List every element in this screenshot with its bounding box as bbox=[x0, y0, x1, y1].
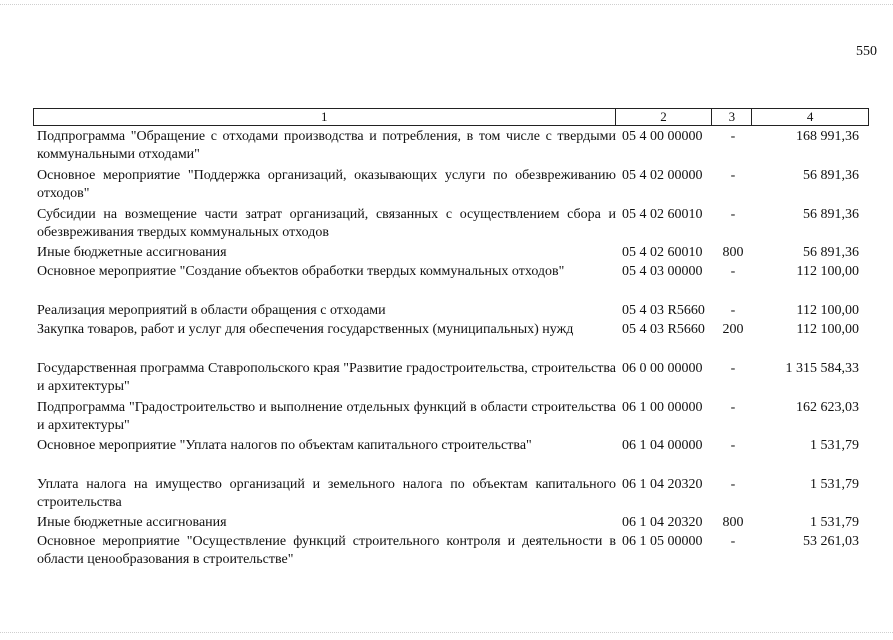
row-sum: 112 100,00 bbox=[796, 322, 859, 337]
row-name: Основное мероприятие "Осуществление функций строительного контроля и деятельности в области ценообразования в строительстве" bbox=[37, 534, 616, 567]
row-code: 05 4 03 R5660 bbox=[622, 303, 705, 318]
table-row bbox=[33, 263, 869, 281]
row-sum: 56 891,36 bbox=[803, 245, 859, 260]
header-col-2: 2 bbox=[616, 109, 713, 125]
row-code: 05 4 03 00000 bbox=[622, 264, 703, 279]
row-name: Закупка товаров, работ и услуг для обеспечения государственных (муниципальных) нужд bbox=[37, 322, 574, 337]
scan-edge-bottom bbox=[0, 632, 893, 633]
row-code: 06 1 05 00000 bbox=[622, 534, 703, 549]
row-code: 06 1 04 20320 bbox=[622, 477, 703, 492]
row-sum: 1 531,79 bbox=[810, 438, 859, 453]
row-sum: 1 315 584,33 bbox=[785, 361, 859, 376]
row-code: 05 4 00 00000 bbox=[622, 129, 703, 144]
table-row bbox=[33, 514, 869, 532]
row-code: 06 1 04 20320 bbox=[622, 515, 703, 530]
row-type: - bbox=[730, 534, 736, 549]
row-sum: 56 891,36 bbox=[803, 168, 859, 183]
row-sum: 162 623,03 bbox=[796, 400, 859, 415]
row-type: - bbox=[730, 477, 736, 492]
row-type: - bbox=[730, 361, 736, 376]
scan-edge-top bbox=[0, 4, 893, 5]
row-name: Иные бюджетные ассигнования bbox=[37, 245, 227, 260]
row-sum: 1 531,79 bbox=[810, 477, 859, 492]
row-type: 200 bbox=[722, 322, 744, 337]
table-row bbox=[33, 533, 869, 569]
row-name: Основное мероприятие "Поддержка организаций, оказывающих услуги по обезвреживанию отходов" bbox=[37, 168, 616, 201]
row-name: Реализация мероприятий в области обращения с отходами bbox=[37, 303, 386, 318]
row-type: - bbox=[730, 438, 736, 453]
row-sum: 56 891,36 bbox=[803, 207, 859, 222]
row-sum: 112 100,00 bbox=[796, 303, 859, 318]
row-sum: 112 100,00 bbox=[796, 264, 859, 279]
table-row bbox=[33, 437, 869, 455]
row-sum: 1 531,79 bbox=[810, 515, 859, 530]
row-type: - bbox=[730, 303, 736, 318]
row-code: 06 1 04 00000 bbox=[622, 438, 703, 453]
page-number: 550 bbox=[856, 44, 877, 59]
row-code: 06 1 00 00000 bbox=[622, 400, 703, 415]
table-row bbox=[33, 167, 869, 203]
row-name: Субсидии на возмещение части затрат организаций, связанных с осуществлением сбора и обезвреживания твердых коммунальных отходов bbox=[37, 207, 616, 240]
row-code: 05 4 02 60010 bbox=[622, 245, 703, 260]
row-name: Подпрограмма "Градостроительство и выполнение отдельных функций в области строительства и архитектуры" bbox=[37, 400, 616, 433]
row-type: 800 bbox=[722, 515, 744, 530]
table-row bbox=[33, 476, 869, 512]
row-type: - bbox=[730, 129, 736, 144]
table-row bbox=[33, 128, 869, 164]
row-name: Подпрограмма "Обращение с отходами производства и потребления, в том числе с твердыми коммунальными отходами" bbox=[37, 129, 616, 162]
row-code: 05 4 03 R5660 bbox=[622, 322, 705, 337]
row-name: Основное мероприятие "Уплата налогов по объектам капитального строительства" bbox=[37, 438, 532, 453]
row-name: Иные бюджетные ассигнования bbox=[37, 515, 227, 530]
header-col-3: 3 bbox=[712, 109, 752, 125]
table-header bbox=[33, 108, 869, 126]
row-code: 06 0 00 00000 bbox=[622, 361, 703, 376]
row-type: - bbox=[730, 168, 736, 183]
header-col-1: 1 bbox=[34, 109, 616, 125]
table-row bbox=[33, 360, 869, 396]
header-col-4: 4 bbox=[806, 109, 814, 124]
table-row bbox=[33, 302, 869, 320]
row-type: - bbox=[730, 400, 736, 415]
table-row bbox=[33, 244, 869, 262]
row-name: Уплата налога на имущество организаций и земельного налога по объектам капитального строительства bbox=[37, 477, 616, 510]
row-name: Государственная программа Ставропольского края "Развитие градостроительства, строительства и архитектуры" bbox=[37, 361, 616, 394]
row-type: 800 bbox=[722, 245, 744, 260]
row-type: - bbox=[730, 207, 736, 222]
row-sum: 53 261,03 bbox=[803, 534, 859, 549]
row-type: - bbox=[730, 264, 736, 279]
table-row bbox=[33, 399, 869, 435]
row-name: Основное мероприятие "Создание объектов обработки твердых коммунальных отходов" bbox=[37, 264, 565, 279]
row-sum: 168 991,36 bbox=[796, 129, 859, 144]
table-row bbox=[33, 206, 869, 242]
table-row bbox=[33, 321, 869, 339]
row-code: 05 4 02 60010 bbox=[622, 207, 703, 222]
row-code: 05 4 02 00000 bbox=[622, 168, 703, 183]
